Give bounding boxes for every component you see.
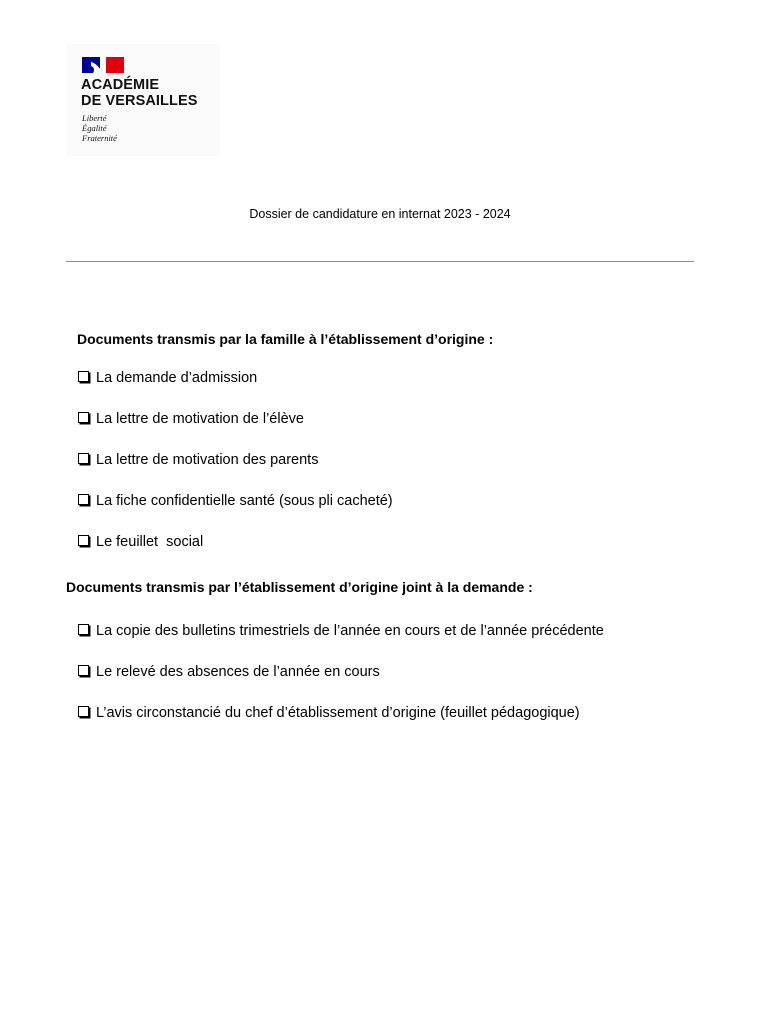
list-item [78,623,604,639]
list-item-label: La fiche confidentielle santé (sous pli cacheté) [96,493,393,509]
list-item-label: La lettre de motivation des parents [96,452,319,468]
list-item [78,370,257,386]
list-item [78,664,380,680]
institution-line-2: DE VERSAILLES [81,93,198,109]
list-item [78,534,203,550]
list-item [78,411,304,427]
list-item-label: La lettre de motivation de l’élève [96,411,304,427]
motto-egalite: Égalité [82,123,107,133]
list-item [78,493,393,509]
checkbox-icon[interactable] [78,494,89,505]
list-item-label: Le feuillet social [96,534,204,550]
section-school-title: Documents transmis par l’établissement d’origine joint à la demande : [66,579,533,595]
list-item-label: La demande d’admission [96,370,258,386]
motto-liberte: Liberté [82,113,107,123]
checkbox-icon[interactable] [78,665,89,676]
republic-motto [82,113,117,143]
institution-name [81,77,198,109]
academie-logo [66,44,220,156]
list-item [78,705,580,721]
institution-line-1: ACADÉMIE [81,77,160,93]
list-item-label: L’avis circonstancié du chef d’établissement d’origine (feuillet pédagogique) [96,705,580,721]
checkbox-icon[interactable] [78,453,89,464]
list-item-label: La copie des bulletins trimestriels de l’année en cours et de l’année précédente [96,623,604,639]
checkbox-icon[interactable] [78,706,89,717]
header-divider [66,261,694,262]
checkbox-icon[interactable] [78,535,89,546]
checkbox-icon[interactable] [78,371,89,382]
document-title: Dossier de candidature en internat 2023 - 2024 [249,207,511,221]
checkbox-icon[interactable] [78,412,89,423]
motto-fraternite: Fraternité [82,133,117,143]
list-item-label: Le relevé des absences de l’année en cours [96,664,380,680]
list-item [78,452,318,468]
section-family-title: Documents transmis par la famille à l’établissement d’origine : [77,331,494,347]
marianne-flag-icon [82,57,124,73]
checkbox-icon[interactable] [78,624,89,635]
